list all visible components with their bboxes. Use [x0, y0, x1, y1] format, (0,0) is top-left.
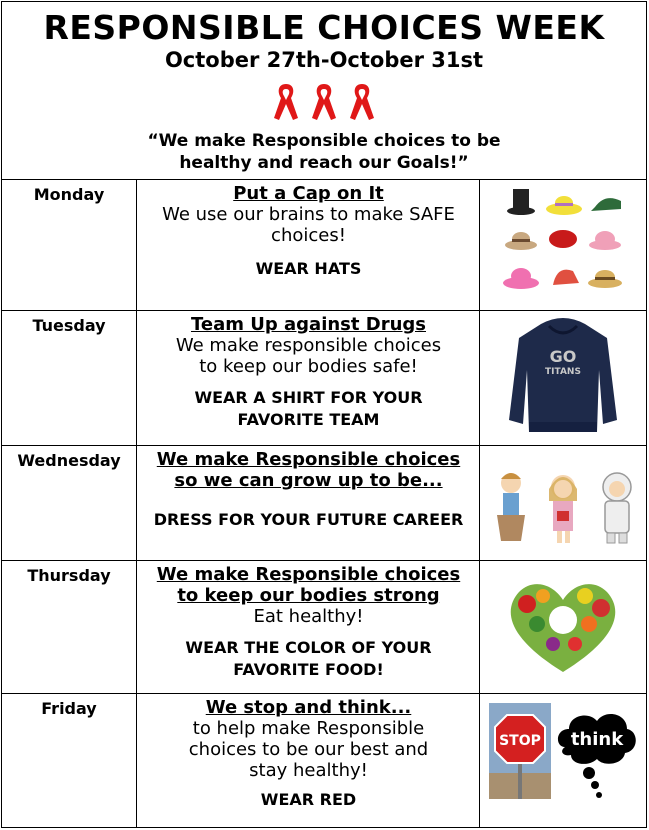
dress-instruction-line-2: FAVORITE FOOD! [233, 660, 384, 679]
dress-instruction: WEAR RED [260, 790, 357, 809]
motto [2, 130, 646, 174]
theme-text-line-1: We use our brains to make SAFE [162, 204, 455, 225]
theme-heading-line-1: We make Responsible choices [156, 449, 461, 470]
day-content [138, 310, 480, 445]
page-title: RESPONSIBLE CHOICES WEEK [43, 8, 605, 47]
theme-text-line-1: Eat healthy! [253, 606, 364, 627]
theme-text-line-2: choices to be our best and [188, 739, 429, 760]
hoodie-text-top: GO [549, 347, 577, 366]
header [2, 2, 646, 180]
day-content [138, 445, 480, 560]
ribbon-icon [308, 80, 340, 122]
ribbons [2, 80, 646, 124]
theme-heading-line-2: to keep our bodies strong [177, 585, 440, 606]
flyer [1, 1, 647, 828]
hats-icon [481, 179, 646, 310]
theme-text-line-3: stay healthy! [249, 760, 368, 781]
theme-heading: Team Up against Drugs [190, 314, 426, 335]
day-label: Friday [2, 693, 137, 827]
day-content [138, 693, 480, 827]
careers-icon [481, 445, 646, 560]
ribbon-icon [346, 80, 378, 122]
stop-think-icon [481, 693, 646, 827]
theme-text-line-2: choices! [271, 225, 346, 246]
theme-heading: We stop and think... [205, 697, 412, 718]
day-label: Tuesday [2, 310, 137, 445]
dress-instruction-line-1: WEAR A SHIRT FOR YOUR [194, 388, 423, 407]
motto-line-1: “We make Responsible choices to be [147, 131, 501, 151]
think-text: think [570, 729, 624, 750]
date-range: October 27th-October 31st [164, 48, 484, 72]
theme-text-line-2: to keep our bodies safe! [199, 356, 418, 377]
row-monday [2, 179, 646, 311]
theme-heading-line-1: We make Responsible choices [156, 564, 461, 585]
dress-instruction: WEAR HATS [255, 259, 362, 278]
dress-instruction-line-1: WEAR THE COLOR OF YOUR [185, 638, 432, 657]
day-label: Thursday [2, 560, 137, 693]
hoodie-icon [481, 310, 646, 445]
dress-instruction: DRESS FOR YOUR FUTURE CAREER [153, 510, 464, 529]
motto-line-2: healthy and reach our Goals!” [179, 153, 469, 173]
food-heart-icon [481, 560, 646, 693]
day-content [138, 179, 480, 310]
ribbon-icon [270, 80, 302, 122]
day-content [138, 560, 480, 693]
theme-heading: Put a Cap on It [233, 183, 384, 204]
hoodie-text-bottom: TITANS [545, 367, 581, 377]
row-tuesday [2, 310, 646, 446]
row-friday [2, 693, 646, 827]
theme-heading-line-2: so we can grow up to be... [174, 470, 443, 491]
theme-text-line-1: to help make Responsible [192, 718, 425, 739]
day-label: Monday [2, 179, 137, 310]
dress-instruction-line-2: FAVORITE TEAM [237, 410, 380, 429]
row-wednesday [2, 445, 646, 561]
day-label: Wednesday [2, 445, 137, 560]
row-thursday [2, 560, 646, 694]
theme-text-line-1: We make responsible choices [175, 335, 442, 356]
stop-sign-text: STOP [499, 733, 541, 749]
